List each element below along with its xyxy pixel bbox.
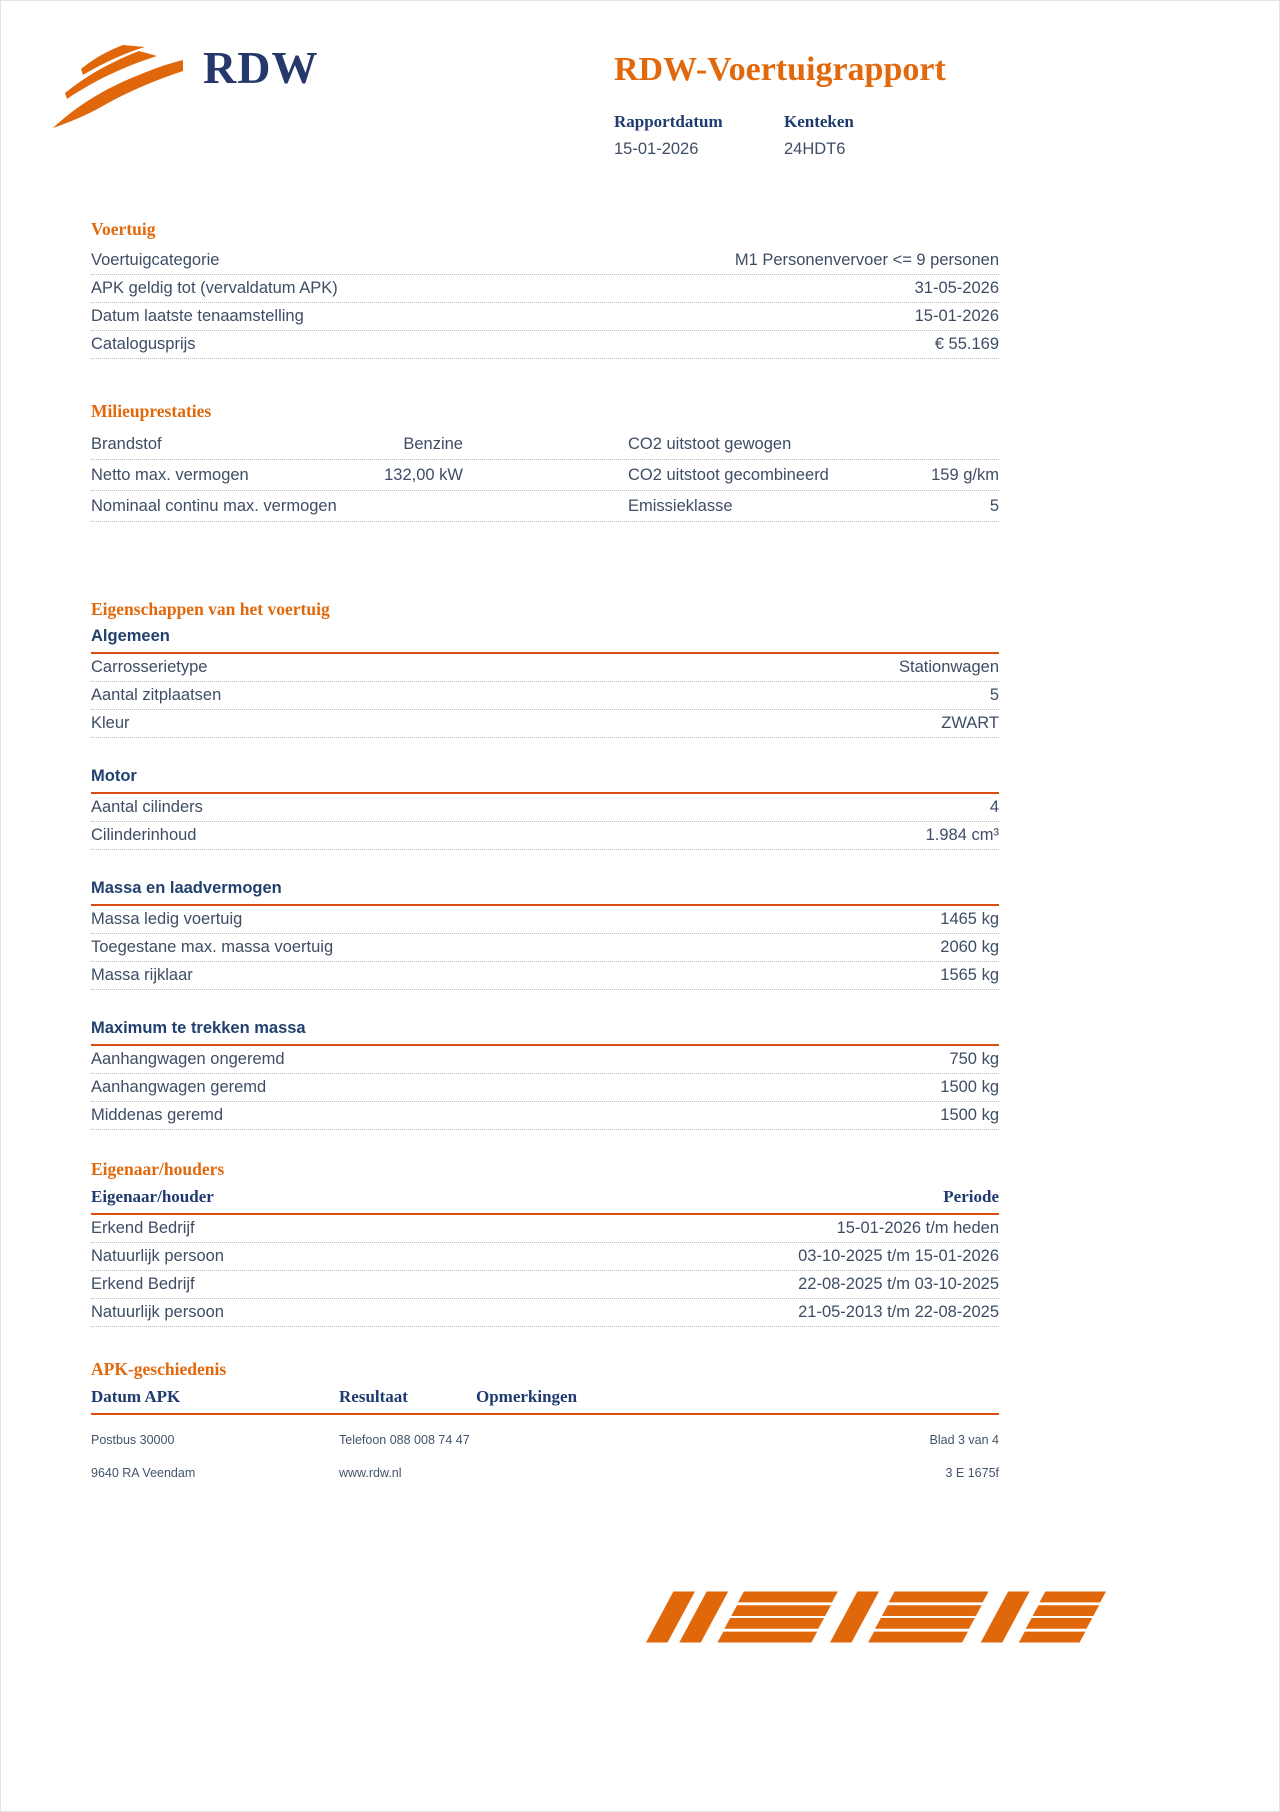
row-value: 2060 kg — [940, 938, 999, 956]
footer-page-number: Blad 3 van 4 — [929, 1433, 999, 1447]
table-row — [91, 247, 999, 275]
footer-line — [91, 1433, 999, 1447]
row-label: Netto max. vermogen — [91, 466, 249, 484]
row-value: 5 — [989, 686, 999, 704]
row-label: Middenas geremd — [91, 1106, 224, 1124]
section-eigenaar-houders — [91, 1159, 999, 1327]
table-row — [91, 303, 999, 331]
section-milieuprestaties — [91, 401, 999, 522]
row-value: Stationwagen — [899, 658, 999, 676]
row-value: 1465 kg — [940, 910, 999, 928]
owners-table-header — [91, 1187, 999, 1215]
table-row — [91, 962, 999, 990]
table-row — [91, 710, 999, 738]
row-label: APK geldig tot (vervaldatum APK) — [91, 279, 338, 297]
subsection-massa — [91, 879, 999, 990]
rdw-logo-icon — [53, 43, 183, 128]
table-row — [91, 906, 999, 934]
table-row — [91, 822, 999, 850]
row-label: Kleur — [91, 714, 130, 732]
table-row — [91, 1271, 999, 1299]
rdw-logo — [53, 43, 318, 128]
row-label: Carrosserietype — [91, 658, 208, 676]
table-row — [91, 1046, 999, 1074]
row-right-pair — [628, 466, 999, 485]
row-label: Aanhangwagen ongeremd — [91, 1050, 285, 1068]
rdw-logo-text: RDW — [203, 42, 319, 93]
report-header — [614, 51, 1014, 159]
table-row — [91, 1299, 999, 1327]
table-row — [91, 1102, 999, 1130]
row-value: Benzine — [403, 435, 463, 453]
footer-address-line1: Postbus 30000 — [91, 1433, 175, 1447]
row-right-pair — [628, 497, 999, 516]
column-header-owner: Eigenaar/houder — [91, 1187, 214, 1206]
row-label: Nominaal continu max. vermogen — [91, 497, 337, 515]
table-row — [91, 682, 999, 710]
owner-period: 21-05-2013 t/m 22-08-2025 — [798, 1303, 999, 1321]
section-title-eigenaar: Eigenaar/houders — [91, 1159, 225, 1179]
table-row — [91, 1074, 999, 1102]
row-value: M1 Personenvervoer <= 9 personen — [734, 251, 999, 269]
column-header-opmerkingen: Opmerkingen — [476, 1387, 578, 1406]
table-row — [91, 275, 999, 303]
row-label: Catalogusprijs — [91, 335, 196, 353]
footer-line — [91, 1466, 999, 1480]
footer-website: www.rdw.nl — [339, 1466, 402, 1480]
table-row — [91, 460, 999, 491]
row-label: Brandstof — [91, 435, 162, 453]
subsection-title: Algemeen — [91, 627, 999, 654]
owner-type: Erkend Bedrijf — [91, 1219, 195, 1237]
row-value: 1500 kg — [940, 1078, 999, 1096]
row-label: Aantal cilinders — [91, 798, 203, 816]
owner-period: 15-01-2026 t/m heden — [836, 1219, 999, 1237]
row-label: CO2 uitstoot gewogen — [628, 435, 792, 453]
section-title-apk: APK-geschiedenis — [91, 1359, 227, 1379]
row-label: Voertuigcategorie — [91, 251, 220, 269]
footer-address-line2: 9640 RA Veendam — [91, 1466, 196, 1480]
row-value: 5 — [989, 497, 999, 515]
row-value: 15-01-2026 — [914, 307, 999, 325]
section-eigenschappen — [91, 599, 999, 1130]
page-footer — [91, 1433, 999, 1499]
section-title-eigenschappen: Eigenschappen van het voertuig — [91, 599, 330, 619]
kenteken-block — [784, 112, 954, 159]
owner-period: 03-10-2025 t/m 15-01-2026 — [798, 1247, 999, 1265]
owner-type: Erkend Bedrijf — [91, 1275, 195, 1293]
row-value: 1.984 cm³ — [925, 826, 999, 844]
row-label: Aanhangwagen geremd — [91, 1078, 267, 1096]
row-value: 31-05-2026 — [914, 279, 999, 297]
row-label: Datum laatste tenaamstelling — [91, 307, 304, 325]
table-row — [91, 654, 999, 682]
section-title-voertuig: Voertuig — [91, 219, 156, 239]
kenteken-label: Kenteken — [784, 112, 854, 132]
report-date-block — [614, 112, 784, 159]
subsection-algemeen — [91, 627, 999, 738]
row-label: Cilinderinhoud — [91, 826, 197, 844]
footer-doc-code: 3 E 1675f — [945, 1466, 999, 1480]
row-left-pair — [91, 497, 463, 516]
column-header-period: Periode — [943, 1187, 999, 1206]
table-row — [91, 1215, 999, 1243]
section-title-milieuprestaties: Milieuprestaties — [91, 401, 212, 421]
table-row — [91, 429, 999, 460]
row-right-pair — [628, 435, 999, 454]
section-voertuig — [91, 219, 999, 359]
row-label: Massa ledig voertuig — [91, 910, 243, 928]
report-date-label: Rapportdatum — [614, 112, 723, 132]
row-value: 132,00 kW — [384, 466, 463, 484]
owner-period: 22-08-2025 t/m 03-10-2025 — [798, 1275, 999, 1293]
row-label: Aantal zitplaatsen — [91, 686, 222, 704]
table-row — [91, 1243, 999, 1271]
table-row — [91, 331, 999, 359]
rdw-stripes-icon — [646, 1591, 1106, 1643]
subsection-title: Motor — [91, 767, 999, 794]
row-value: 750 kg — [949, 1050, 999, 1068]
column-header-resultaat: Resultaat — [339, 1387, 408, 1406]
row-value: 159 g/km — [931, 466, 999, 484]
report-meta — [614, 112, 1014, 159]
section-apk-geschiedenis — [91, 1359, 999, 1415]
footer-phone: Telefoon 088 008 74 47 — [339, 1433, 470, 1447]
page-title: RDW-Voertuigrapport — [614, 51, 946, 88]
row-left-pair — [91, 435, 463, 454]
report-date-value: 15-01-2026 — [614, 140, 699, 159]
row-value: 4 — [989, 798, 999, 816]
apk-table-header — [91, 1387, 999, 1415]
table-row — [91, 491, 999, 522]
table-row — [91, 934, 999, 962]
owner-type: Natuurlijk persoon — [91, 1247, 224, 1265]
row-left-pair — [91, 466, 463, 485]
row-value: ZWART — [941, 714, 999, 732]
column-header-datum-apk: Datum APK — [91, 1387, 181, 1406]
row-label: Massa rijklaar — [91, 966, 193, 984]
row-label: Emissieklasse — [628, 497, 733, 515]
row-value: € 55.169 — [934, 335, 999, 353]
row-label: CO2 uitstoot gecombineerd — [628, 466, 829, 484]
row-value: 1500 kg — [940, 1106, 999, 1124]
owner-type: Natuurlijk persoon — [91, 1303, 224, 1321]
row-label: Toegestane max. massa voertuig — [91, 938, 334, 956]
kenteken-value: 24HDT6 — [784, 140, 846, 159]
subsection-motor — [91, 767, 999, 850]
subsection-trekken-massa — [91, 1019, 999, 1130]
footer-stripes-graphic — [646, 1591, 1106, 1648]
subsection-title: Massa en laadvermogen — [91, 879, 999, 906]
table-row — [91, 794, 999, 822]
row-value: 1565 kg — [940, 966, 999, 984]
subsection-title: Maximum te trekken massa — [91, 1019, 999, 1046]
